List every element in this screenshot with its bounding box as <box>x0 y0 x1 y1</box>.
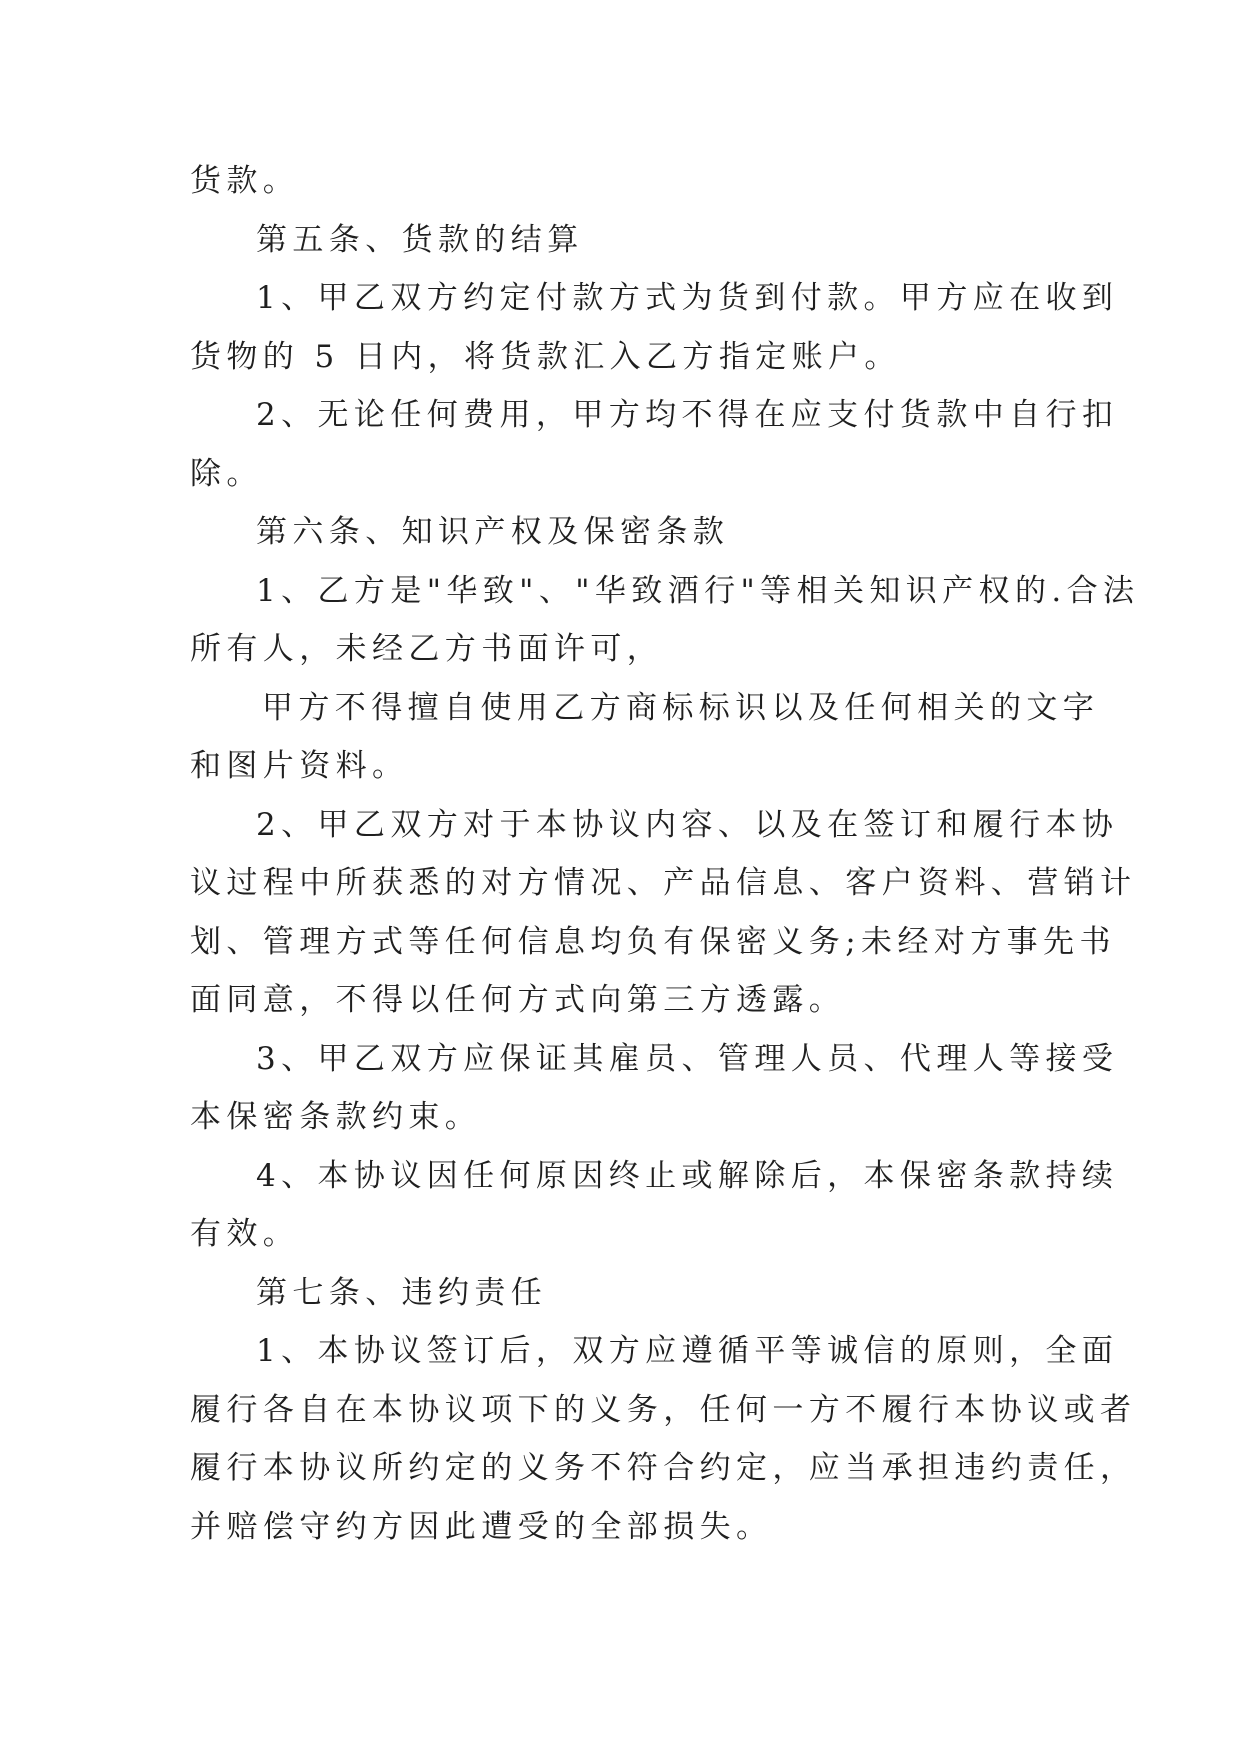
text-line: 4、本协议因任何原因终止或解除后，本保密条款持续 <box>256 1157 1119 1194</box>
text-line: 除。 <box>190 455 263 492</box>
text-line: 1、本协议签订后，双方应遵循平等诚信的原则，全面 <box>256 1333 1119 1369</box>
text-line: 1、甲乙双方约定付款方式为货到付款。甲方应在收到 <box>256 280 1119 316</box>
text-line: 货物的 5 日内，将货款汇入乙方指定账户。 <box>190 338 901 375</box>
text-line: 并赔偿守约方因此遭受的全部损失。 <box>190 1508 773 1545</box>
section-heading-6: 第六条、知识产权及保密条款 <box>256 514 730 550</box>
text-line: 履行本协议所约定的义务不符合约定，应当承担违约责任， <box>190 1450 1137 1486</box>
text-line: 所有人，未经乙方书面许可， <box>190 631 664 667</box>
text-line: 议过程中所获悉的对方情况、产品信息、客户资料、营销计 <box>190 865 1137 901</box>
text-line: 和图片资料。 <box>190 748 409 784</box>
text-line: 履行各自在本协议项下的义务，任何一方不履行本协议或者 <box>190 1391 1137 1428</box>
document-body <box>190 152 1140 1556</box>
text-line: 2、无论任何费用，甲方均不得在应支付货款中自行扣 <box>256 397 1119 433</box>
section-heading-7: 第七条、违约责任 <box>256 1274 548 1311</box>
text-line: 货款。 <box>190 163 300 199</box>
text-line: 本保密条款约束。 <box>190 1099 482 1135</box>
text-line: 2、甲乙双方对于本协议内容、以及在签订和履行本协 <box>256 806 1119 843</box>
text-line: 甲方不得擅自使用乙方商标标识以及任何相关的文字 <box>262 689 1100 726</box>
text-line: 1、乙方是"华致"、"华致酒行"等相关知识产权的.合法 <box>256 572 1140 609</box>
section-heading-5: 第五条、货款的结算 <box>256 221 584 258</box>
text-line: 划、管理方式等任何信息均负有保密义务;未经对方事先书 <box>190 923 1116 960</box>
text-line: 面同意，不得以任何方式向第三方透露。 <box>190 982 846 1018</box>
text-line: 有效。 <box>190 1216 300 1252</box>
text-line: 3、甲乙双方应保证其雇员、管理人员、代理人等接受 <box>256 1040 1119 1077</box>
